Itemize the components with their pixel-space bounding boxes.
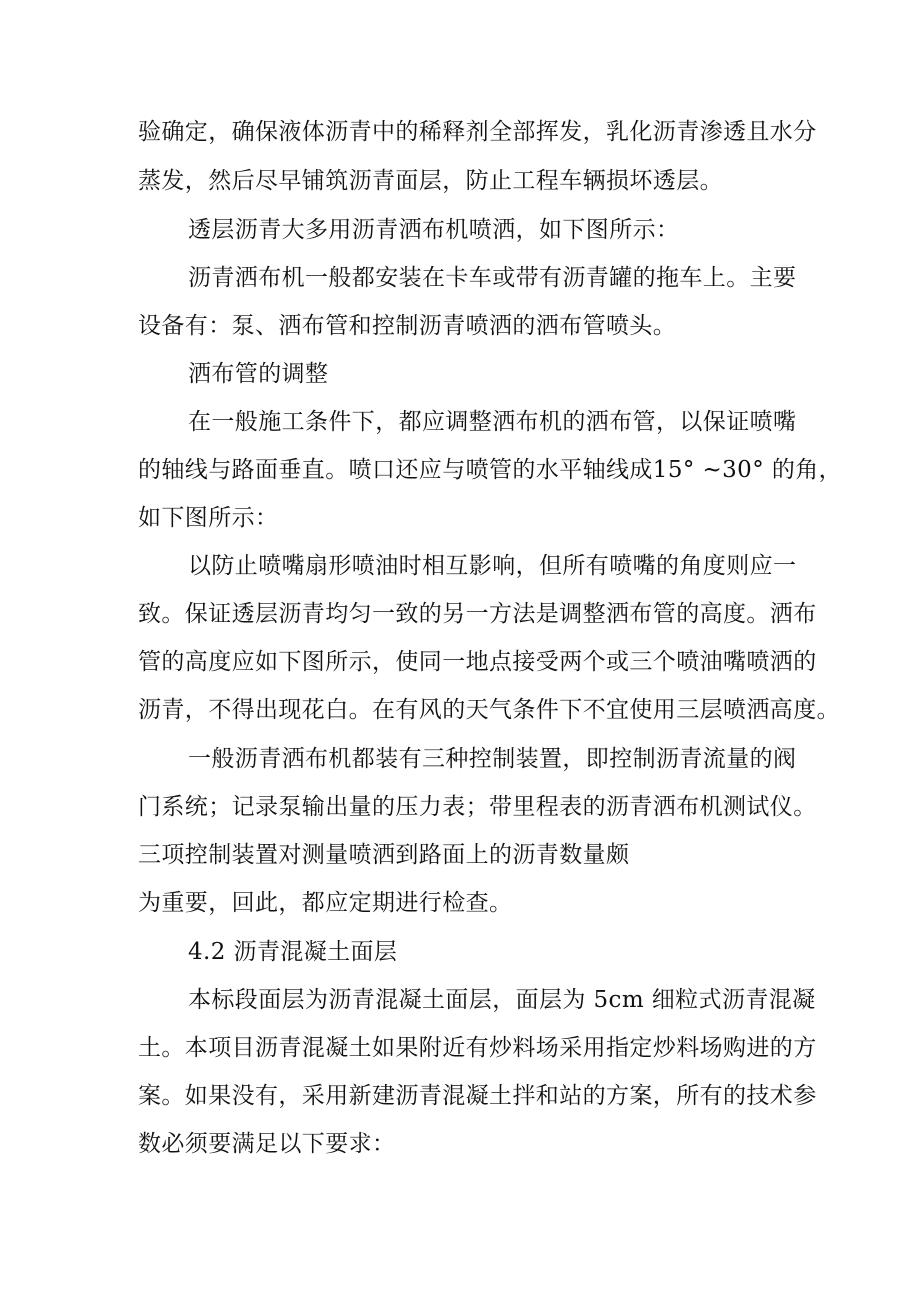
text-line: 案。如果没有，采用新建沥青混凝土拌和站的方案，所有的技术参 xyxy=(138,1083,817,1109)
text-line: 数必须要满足以下要求： xyxy=(138,1131,396,1157)
section-heading: 洒布管的调整 xyxy=(188,361,329,387)
text-line: 土。本项目沥青混凝土如果附近有炒料场采用指定炒料场购进的方 xyxy=(138,1035,817,1061)
text-line: 致。保证透层沥青均匀一致的另一方法是调整洒布管的高度。洒布 xyxy=(138,601,817,627)
section-heading: 4.2 沥青混凝土面层 xyxy=(188,939,398,965)
text-line: 的轴线与路面垂直。喷口还应与喷管的水平轴线成15° ~30° 的角， xyxy=(138,457,843,483)
text-line: 本标段面层为沥青混凝土面层，面层为 5cm 细粒式沥青混凝 xyxy=(188,987,816,1013)
text-line: 验确定，确保液体沥青中的稀释剂全部挥发，乳化沥青渗透且水分 xyxy=(138,119,817,145)
text-line: 沥青，不得出现花白。在有风的天气条件下不宜使用三层喷洒高度。 xyxy=(138,697,840,723)
text-line: 一般沥青洒布机都装有三种控制装置，即控制沥青流量的阀 xyxy=(188,746,797,772)
text-line: 透层沥青大多用沥青洒布机喷洒，如下图所示： xyxy=(188,217,680,243)
text-line: 为重要，回此，都应定期进行检查。 xyxy=(138,890,513,916)
text-line: 管的高度应如下图所示，使同一地点接受两个或三个喷油嘴喷洒的 xyxy=(138,649,817,675)
text-line: 设备有：泵、洒布管和控制沥青喷洒的洒布管喷头。 xyxy=(138,313,677,339)
text-line: 门系统；记录泵输出量的压力表；带里程表的沥青洒布机测试仪。 xyxy=(138,794,817,820)
text-line: 如下图所示： xyxy=(138,505,279,531)
text-line: 蒸发，然后尽早铺筑沥青面层，防止工程车辆损坏透层。 xyxy=(138,168,723,194)
text-line: 以防止喷嘴扇形喷油时相互影响，但所有喷嘴的角度则应一 xyxy=(188,553,797,579)
text-line: 在一般施工条件下，都应调整洒布机的洒布管，以保证喷嘴 xyxy=(188,409,797,435)
text-line: 沥青洒布机一般都安装在卡车或带有沥青罐的拖车上。主要 xyxy=(188,265,797,291)
text-line: 三项控制装置对测量喷洒到路面上的沥青数量颇 xyxy=(138,842,630,868)
